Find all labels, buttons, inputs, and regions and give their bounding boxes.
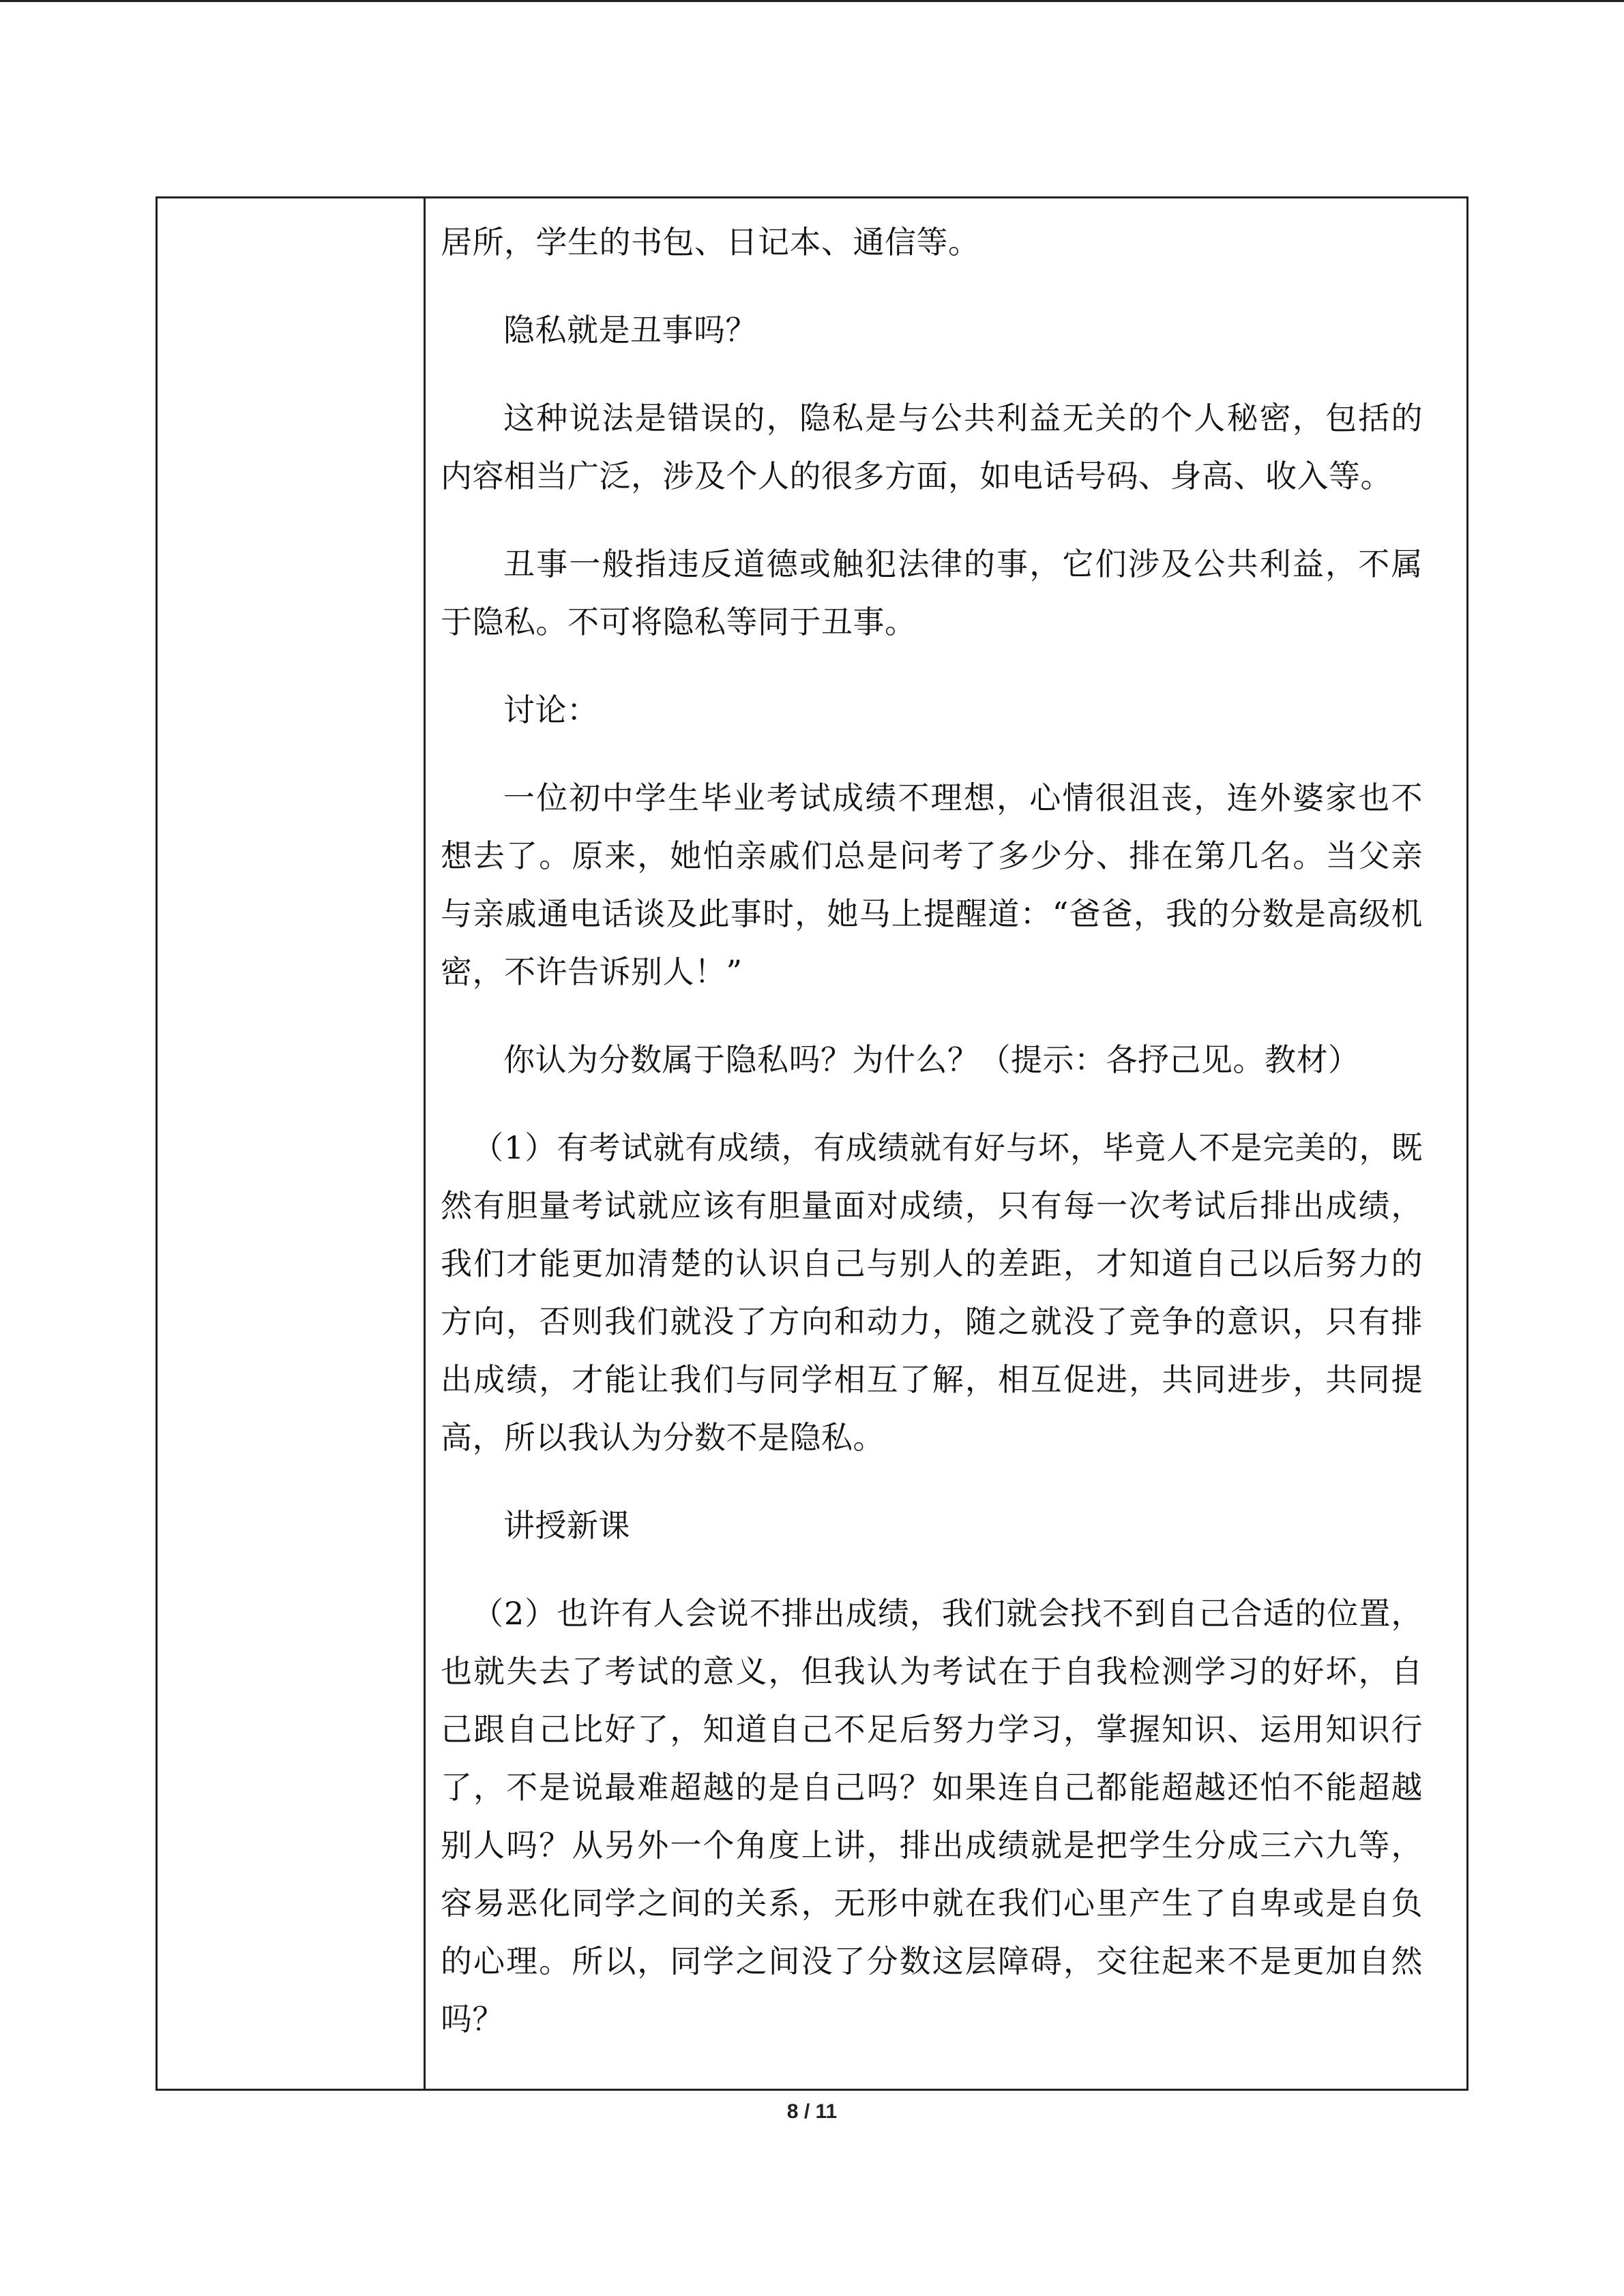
page-number: 8 / 11 bbox=[786, 2100, 838, 2123]
paragraph-scandal-definition: 丑事一般指违反道德或触犯法律的事，它们涉及公共利益，不属于隐私。不可将隐私等同于丑事。 bbox=[441, 546, 1423, 640]
table-left-cell bbox=[158, 198, 426, 2089]
paragraph-discussion-heading: 讨论： bbox=[503, 691, 599, 728]
paragraph-residence: 居所，学生的书包、日记本、通信等。 bbox=[441, 224, 980, 260]
paragraph-question-privacy: 隐私就是丑事吗？ bbox=[503, 312, 757, 348]
paragraph-answer-1: （1）有考试就有成绩，有成绩就有好与坏，毕竟人不是完美的，既然有胆量考试就应该有胆量面对成绩，只有每一次考试后排出成绩，我们才能更加清楚的认识自己与别人的差距，才知道自己以后努力的方向，否则我们就没了方向和动力，随之就没了竞争的意识，只有排出成绩，才能让我们与同学相互了解，相互促进，共同进步，共同提高，所以我认为分数不是隐私。 bbox=[441, 1129, 1423, 1456]
top-border-line bbox=[0, 0, 1624, 2]
table-content-cell bbox=[426, 198, 1466, 2089]
paragraph-discussion-question: 你认为分数属于隐私吗？为什么？（提示：各抒己见。教材） bbox=[503, 1041, 1360, 1078]
paragraph-privacy-definition: 这种说法是错误的，隐私是与公共利益无关的个人秘密，包括的内容相当广泛，涉及个人的很多方面，如电话号码、身高、收入等。 bbox=[441, 400, 1423, 494]
lesson-table bbox=[156, 196, 1468, 2091]
paragraph-answer-2: （2）也许有人会说不排出成绩，我们就会找不到自己合适的位置，也就失去了考试的意义，但我认为考试在于自我检测学习的好坏，自己跟自己比好了，知道自己不足后努力学习，掌握知识、运用知识行了，不是说最难超越的是自己吗？如果连自己都能超越还怕不能超越别人吗？从另外一个角度上讲，排出成绩就是把学生分成三六九等，容易恶化同学之间的关系，无形中就在我们心里产生了自卑或是自负的心理。所以，同学之间没了分数这层障碍，交往起来不是更加自然吗？ bbox=[441, 1595, 1423, 2038]
paragraph-discussion-case: 一位初中学生毕业考试成绩不理想，心情很沮丧，连外婆家也不想去了。原来，她怕亲戚们总是问考了多少分、排在第几名。当父亲与亲戚通电话谈及此事时，她马上提醒道：“爸爸，我的分数是高级机密，不许告诉别人！” bbox=[441, 779, 1423, 990]
paragraph-new-lesson: 讲授新课 bbox=[503, 1507, 630, 1544]
